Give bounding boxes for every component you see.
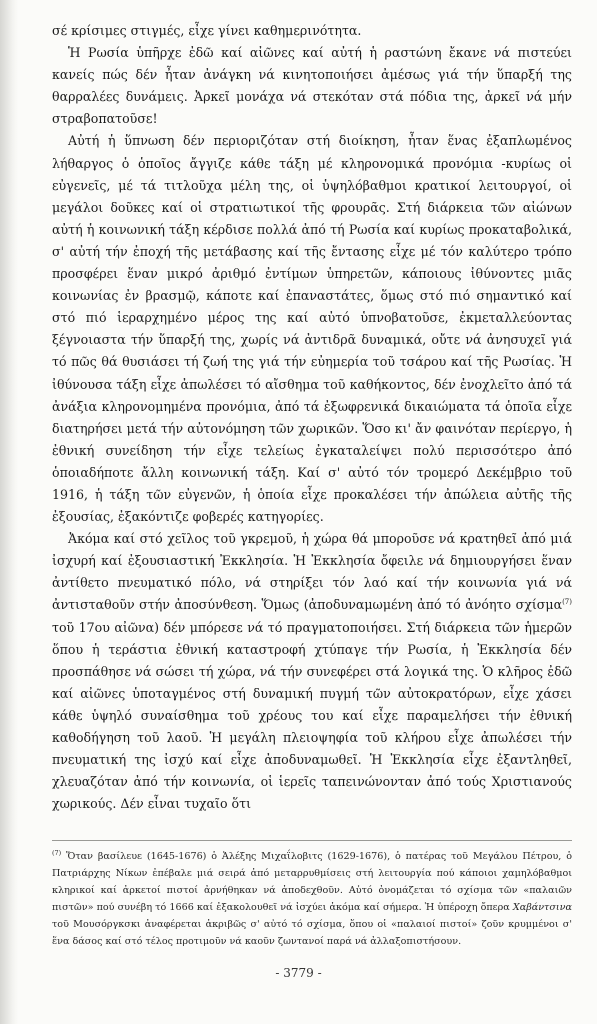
paragraph-2: Ἡ Ρωσία ὑπῆρχε ἐδῶ καί αἰῶνες καί αὐτή ἡ ραστώνη ἔκανε νά πιστεύει κανείς πώς δέν ἦταν ἀνάγκη νά κινητοποιήσει ἀμέσως γιά τήν ὕπαρξή της θαρραλέες δυνάμεις. Ἀρκεῖ μονάχα νά στεκόταν στά πόδια της, ἀρκεῖ νά μήν στραβοπατοῦσε! bbox=[52, 45, 572, 127]
page-binding-shadow bbox=[0, 0, 18, 1024]
opera-title: Χαβάντσινα bbox=[512, 902, 572, 913]
paragraph-3: Αὐτή ἡ ὕπνωση δέν περιοριζόταν στή διοίκηση, ἦταν ἕνας ἐξαπλωμένος λήθαργος ὁ ὁποῖος ἄγγιζε κάθε τάξη μέ κληρονομικά προνόμια -κυρίως οἱ εὐγενεῖς, μέ τά τιτλοῦχα μέλη της, οἱ ὑψηλόβαθμοι κρατικοί λειτουργοί, οἱ μεγάλοι δοῦκες καί οἱ στρατιωτικοί τῆς φρουρᾶς. Στή διάρκεια τῶν αἰώνων αὐτή ἡ κοινωνική τάξη κέρδισε πολλά ἀπό τή Ρωσία καί κυρίως προκαταβολικά, σ' αὐτή τήν ἐποχή τῆς μετάβασης καί τῆς ἔντασης εἶχε μέ τόν καλύτερο τρόπο προσφέρει ἕναν μικρό ἀριθμό ἐντίμων ὑπηρετῶν, κάποιους ἰθύνοντες μιᾶς κοινωνίας ἐν βρασμῷ, κάποτε καί ἐπαναστάτες, ὅμως στό πιό σημαντικό καί στό πιό ἱεραρχημένο μέρος της καί αὐτό ὑπνοβατοῦσε, ἐκμεταλλεύοντας ξέγνοιαστα τήν ὕπαρξή της, χωρίς νά ἀντιδρᾶ δυναμικά, οὔτε νά ἀνησυχεῖ γιά τό πῶς θά θυσιάσει τή ζωή της γιά τήν εὐημερία τοῦ τσάρου καί τῆς Ρωσίας. Ἡ ἰθύνουσα τάξη εἶχε ἀπωλέσει τό αἴσθημα τοῦ καθήκοντος, δέν ἐνοχλεῖτο ἀπό τά ἀνάξια κληρονομημένα προνόμια, ἀπό τά ἐξωφρενικά δικαιώματα τά ὁποῖα εἶχε διατηρήσει μετά τήν αὐτονόμηση τῶν χωρικῶν. Ὅσο κι' ἄν φαινόταν περίεργο, ἡ ἐθνική συνείδηση τήν εἶχε τελείως ἐγκαταλείψει πολύ περισσότερο ἀπό ὁποιαδήποτε ἄλλη κοινωνική τάξη. Καί σ' αὐτό τόν τρομερό Δεκέμβριο τοῦ 1916, ἡ τάξη τῶν εὐγενῶν, ἡ ὁποία εἶχε προκαλέσει τήν ἀπώλεια αὐτῆς τῆς ἐξουσίας, ἐξακόντιζε φοβερές κατηγορίες. bbox=[52, 133, 572, 525]
footnote-mark: (7) bbox=[52, 848, 62, 857]
paragraph-4 bbox=[52, 528, 572, 815]
footnote-text-part-1: Ὅταν βασίλευε (1645-1676) ὁ Ἀλέξης Μιχαΐλοβιτς (1629-1676), ὁ πατέρας τοῦ Μεγάλου Πέτρου, ὁ Πατριάρχης Νίκων ἐπέβαλε μιά σειρά ἀπό μεταρρυθμίσεις στή λειτουργία πού κάποιοι χαμηλόβαθμοι κληρικοί καί ἀρκετοί πιστοί ἀρνήθηκαν νά ἀποδεχθοῦν. Αὐτό ὀνομάζεται τό σχίσμα τῶν «παλαιῶν πιστῶν» πού συνέβη τό 1666 καί ἐξακολουθεῖ νά ἰσχύει ἀκόμα καί σήμερα. Ἡ ὑπέροχη ὄπερα bbox=[52, 851, 572, 913]
paragraph-4-part-2: τοῦ 17ου αἰῶνα) δέν μπόρεσε νά τό πραγματοποιήσει. Στή διάρκεια τῶν ἡμερῶν ὅπου ἡ τεράστια ἐθνική καταστροφή χτύπαγε τήν Ρωσία, ἡ Ἐκκλησία δέν προσπάθησε νά σώσει τή χώρα, νά τήν συνεφέρει στά λογικά της. Ὁ κλῆρος ἐδῶ καί αἰῶνες ὑποταγμένος στή δυναμική πυγμή τῶν αὐτοκρατόρων, εἶχε χάσει κάθε ὑψηλό συναίσθημα τοῦ χρέους του καί εἶχε παραμελήσει τήν ἐθνική καθοδήγηση τοῦ λαοῦ. Ἡ μεγάλη πλειοψηφία τοῦ κλήρου εἶχε ἀπωλέσει τήν πνευματική της ἰσχύ καί εἶχε ἀποδυναμωθεῖ. Ἡ Ἐκκλησία εἶχε ἐξαντληθεῖ, χλευαζόταν ἀπό τήν κοινωνία, οἱ ἱερεῖς ταπεινώνονταν ἀπό τούς Χριστιανούς χωρικούς. Δέν εἶναι τυχαῖο ὅτι bbox=[52, 619, 572, 812]
page-number: - 3779 - bbox=[275, 966, 322, 980]
paragraph-1: σέ κρίσιμες στιγμές, εἶχε γίνει καθημερινότητα. bbox=[52, 23, 362, 38]
footnote bbox=[52, 848, 572, 950]
footnote-divider bbox=[52, 840, 572, 841]
paragraph-4-part-1: Ἀκόμα καί στό χεῖλος τοῦ γκρεμοῦ, ἡ χώρα θά μποροῦσε νά κρατηθεῖ ἀπό μιά ἰσχυρή καί ἐξουσιαστική Ἐκκλησία. Ἡ Ἐκκλησία ὄφειλε νά δημιουργήσει ἕναν ἀντίθετο πνευματικό πόλο, νά στηρίξει τόν λαό καί τήν κοινωνία γιά νά ἀντισταθοῦν στήν ἀποσύνθεση. Ὅμως (ἀποδυναμωμένη ἀπό τό ἀνόητο σχίσμα bbox=[52, 531, 572, 613]
footnote-7 bbox=[52, 848, 572, 950]
footnote-reference[interactable]: (7) bbox=[562, 598, 572, 607]
footnote-text-part-2: τοῦ Μουσόργκσκι ἀναφέρεται ἀκριβῶς σ' αὐτό τό σχίσμα, ὅπου οἱ «παλαιοί πιστοί» ζοῦν κρυμμένοι σ' ἕνα δάσος καί στό τέλος προτιμοῦν νά καοῦν ζωντανοί παρά νά ἀλλαξοπιστήσουν. bbox=[52, 919, 572, 947]
main-text bbox=[52, 20, 572, 815]
